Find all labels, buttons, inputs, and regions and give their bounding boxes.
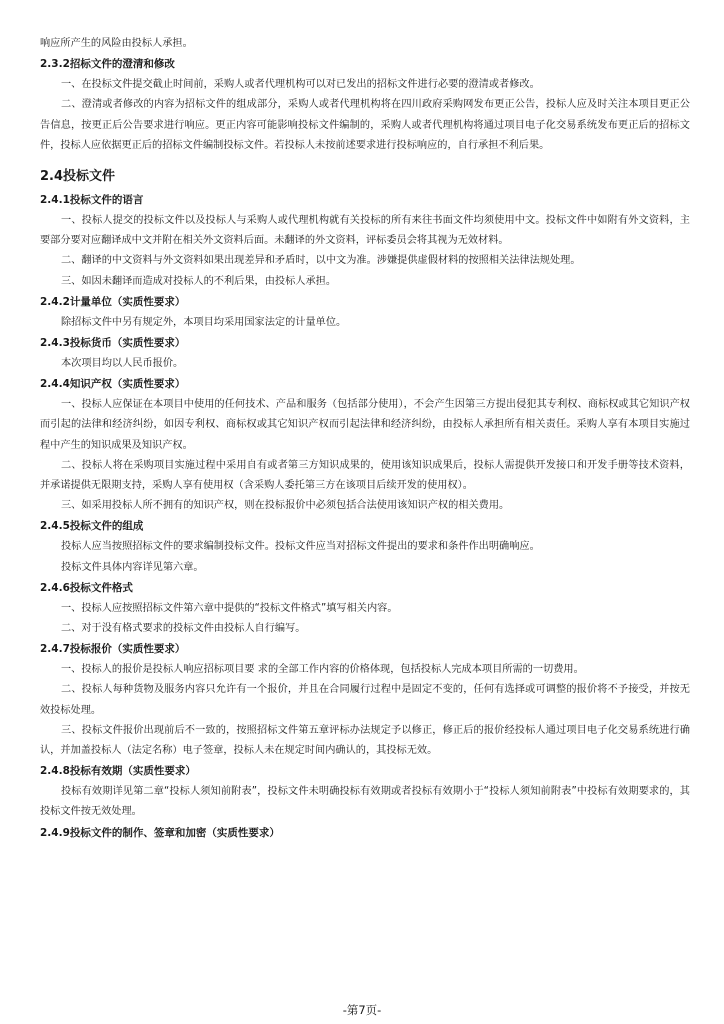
paragraph: 一、投标人应保证在本项目中使用的任何技术、产品和服务（包括部分使用），不会产生因第三方提出侵犯其专利权、商标权或其它知识产权而引起的法律和经济纠纷，如因专利权、商标权或其它知识产权而引起法律和经济纠纷，由投标人承担所有相关责任。采购人享有本项目实施过程中产生的知识成果及知识产权。 — [40, 399, 690, 451]
paragraph: 二、翻译的中文资料与外文资料如果出现差异和矛盾时，以中文为准。涉嫌提供虚假材料的按照相关法律法规处理。 — [61, 255, 581, 267]
subsection-heading: 2.4.4知识产权（实质性要求） — [40, 378, 186, 391]
paragraph: 一、投标人的报价是投标人响应招标项目要 求的全部工作内容的价格体现，包括投标人完成本项目所需的一切费用。 — [61, 664, 584, 676]
page-number: -第7页- — [342, 1003, 382, 1017]
subsection-heading: 2.3.2招标文件的澄清和修改 — [40, 58, 175, 71]
paragraph: 二、投标人每种货物及服务内容只允许有一个报价，并且在合同履行过程中是固定不变的，任何有选择或可调整的报价将不予接受，并按无效投标处理。 — [40, 684, 690, 716]
subsection-heading: 2.4.1投标文件的语言 — [40, 194, 144, 207]
paragraph: 一、投标人提交的投标文件以及投标人与采购人或代理机构就有关投标的所有来往书面文件均须使用中文。投标文件中如附有外文资料，主要部分要对应翻译成中文并附在相关外文资料后面。未翻译的外文资料，评标委员会将其视为无效材料。 — [40, 215, 690, 247]
paragraph: 投标有效期详见第二章“投标人须知前附表”，投标文件未明确投标有效期或者投标有效期小于“投标人须知前附表”中投标有效期要求的，其投标文件按无效处理。 — [40, 786, 690, 818]
subsection-heading: 2.4.5投标文件的组成 — [40, 520, 144, 533]
paragraph: 本次项目均以人民币报价。 — [61, 358, 184, 370]
subsection-heading: 2.4.3投标货币（实质性要求） — [40, 337, 186, 350]
subsection-heading: 2.4.6投标文件格式 — [40, 581, 133, 594]
paragraph: 投标人应当按照招标文件的要求编制投标文件。投标文件应当对招标文件提出的要求和条件作出明确响应。 — [61, 541, 540, 553]
paragraph: 三、如采用投标人所不拥有的知识产权，则在投标报价中必须包括合法使用该知识产权的相关费用。 — [61, 500, 510, 512]
subsection-heading: 2.4.9投标文件的制作、签章和加密（实质性要求） — [40, 826, 280, 839]
paragraph: 三、如因未翻译而造成对投标人的不利后果，由投标人承担。 — [61, 275, 337, 287]
section-heading: 2.4投标文件 — [40, 169, 116, 185]
subsection-heading: 2.4.8投标有效期（实质性要求） — [40, 765, 196, 778]
paragraph: 一、在投标文件提交截止时间前，采购人或者代理机构可以对已发出的招标文件进行必要的澄清或者修改。 — [61, 79, 540, 91]
paragraph: 三、投标文件报价出现前后不一致的，按照招标文件第五章评标办法规定予以修正，修正后的报价经投标人通过项目电子化交易系统进行确认，并加盖投标人（法定名称）电子签章，投标人未在规定时间内确认的，其投标无效。 — [40, 724, 690, 757]
document-body — [40, 34, 690, 844]
paragraph: 响应所产生的风险由投标人承担。 — [40, 38, 193, 49]
paragraph: 投标文件具体内容详见第六章。 — [61, 561, 204, 573]
subsection-heading: 2.4.7投标报价（实质性要求） — [40, 643, 186, 656]
subsection-heading: 2.4.2计量单位（实质性要求） — [40, 295, 186, 308]
paragraph: 二、澄清或者修改的内容为招标文件的组成部分，采购人或者代理机构将在四川政府采购网发布更正公告，投标人应及时关注本项目更正公告信息，按更正后公告要求进行响应。更正内容可能影响投标文件编制的，采购人或者代理机构将通过项目电子化交易系统发布更正后的招标文件，投标人应依据更正后的招标文件编制投标文件。若投标人未按前述要求进行投标响应的，自行承担不利后果。 — [40, 99, 690, 151]
paragraph: 二、投标人将在采购项目实施过程中采用自有或者第三方知识成果的，使用该知识成果后，投标人需提供开发接口和开发手册等技术资料，并承诺提供无限期支持，采购人享有使用权（含采购人委托第三方在该项目后续开发的使用权）。 — [40, 459, 690, 492]
paragraph: 二、对于没有格式要求的投标文件由投标人自行编写。 — [61, 623, 306, 635]
paragraph: 一、投标人应按照招标文件第六章中提供的“投标文件格式”填写相关内容。 — [61, 602, 398, 614]
paragraph: 除招标文件中另有规定外，本项目均采用国家法定的计量单位。 — [61, 316, 347, 328]
